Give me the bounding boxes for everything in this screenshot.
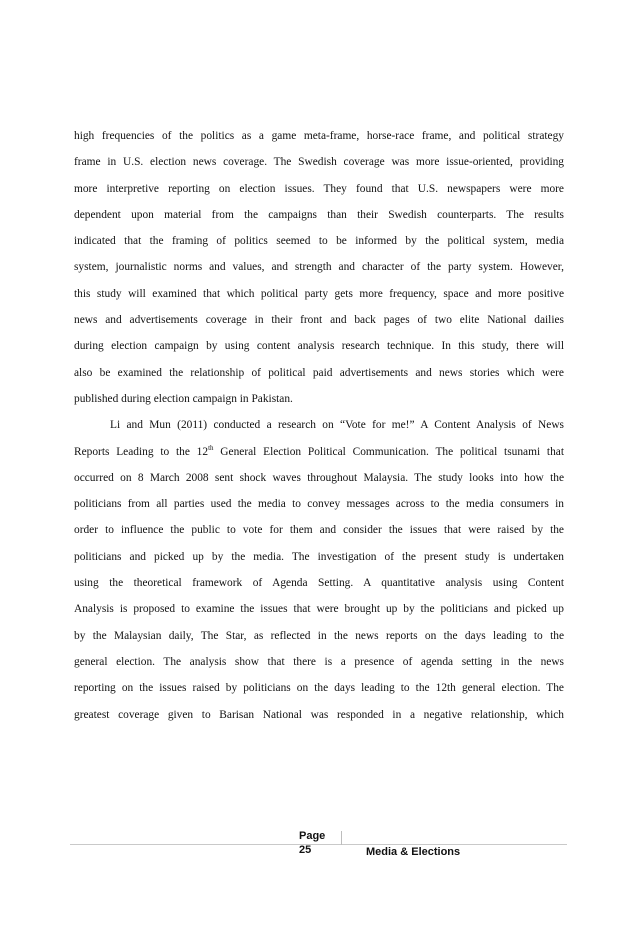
text-line: politicians and picked up by the media. The investigation of the present study is undertaken: [74, 550, 564, 563]
text-line: general election. The analysis show that there is a presence of agenda setting in the news: [74, 655, 564, 668]
text-line: greatest coverage given to Barisan National was responded in a negative relationship, which: [74, 708, 564, 721]
ordinal-superscript: th: [208, 443, 214, 452]
footer-vertical-divider: [341, 831, 342, 845]
text-segment: Reports Leading to the 12: [74, 445, 209, 458]
text-line: indicated that the framing of politics seemed to be informed by the political system, media: [74, 235, 564, 248]
text-line: also be examined the relationship of political paid advertisements and news stories which were: [74, 366, 564, 379]
text-line: system, journalistic norms and values, and strength and character of the party system. However,: [74, 261, 564, 274]
text-line: politicians from all parties used the media to convey messages across to the media consumers in: [74, 498, 564, 511]
footer-divider: [70, 844, 567, 845]
page-label: Page: [299, 830, 326, 842]
paragraph-last-line: published during election campaign in Pakistan.: [74, 392, 293, 405]
body-text: [74, 123, 564, 728]
text-line: dependent upon material from the campaigns than their Swedish counterparts. The results: [74, 208, 564, 221]
text-line: this study will examined that which political party gets more frequency, space and more positive: [74, 287, 564, 300]
text-line: during election campaign by using content analysis research technique. In this study, there will: [74, 340, 564, 353]
text-line: reporting on the issues raised by politicians on the days leading to the 12th general election. The: [74, 682, 564, 695]
text-line: frame in U.S. election news coverage. The Swedish coverage was more issue-oriented, providing: [74, 156, 564, 169]
text-line: occurred on 8 March 2008 sent shock waves throughout Malaysia. The study looks into how the: [74, 471, 564, 484]
text-line: Analysis is proposed to examine the issues that were brought up by the politicians and picked up: [74, 603, 564, 616]
text-line: using the theoretical framework of Agenda Setting. A quantitative analysis using Content: [74, 577, 564, 590]
paragraph-first-line: Li and Mun (2011) conducted a research on “Vote for me!” A Content Analysis of News: [110, 419, 564, 432]
running-title: Media & Elections: [366, 846, 461, 858]
text-line: order to influence the public to vote for them and consider the issues that were raised by the: [74, 524, 564, 537]
text-line: news and advertisements coverage in their front and back pages of two elite National dailies: [74, 314, 564, 327]
page-number: 25: [299, 844, 312, 856]
text-line-with-superscript: [74, 439, 564, 465]
text-line: high frequencies of the politics as a game meta-frame, horse-race frame, and political strategy: [74, 130, 564, 142]
text-segment: General Election Political Communication. The political tsunami that: [213, 445, 564, 458]
text-line: by the Malaysian daily, The Star, as reflected in the news reports on the days leading to the: [74, 629, 564, 642]
text-line: more interpretive reporting on election issues. They found that U.S. newspapers were more: [74, 182, 564, 195]
